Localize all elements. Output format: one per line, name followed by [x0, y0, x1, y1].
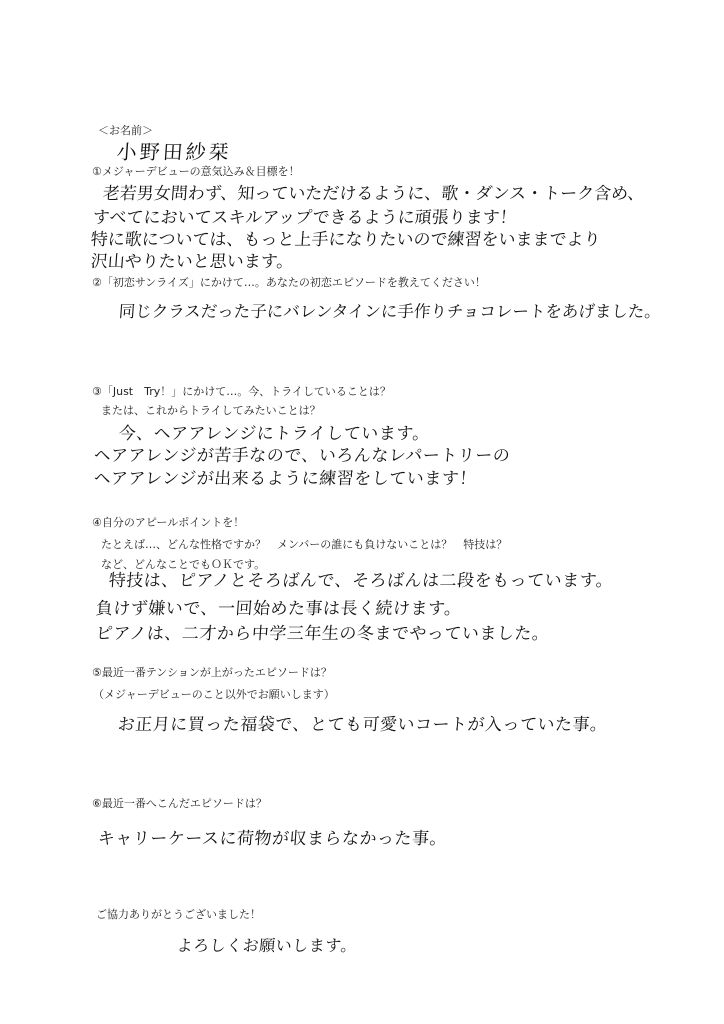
answer-4-line-1: 特技は、ピアノとそろばんで、そろばんは二段をもっています。	[108, 571, 614, 591]
question-6: ⑥最近一番へこんだエピソードは？	[92, 797, 267, 810]
answer-1-line-1: 老若男女問わず、知っていただけるように、歌・ダンス・トーク含め、	[102, 184, 646, 204]
answer-1-line-4: 沢山やりたいと思います。	[90, 252, 295, 272]
name-handwritten: 小野田紗栞	[115, 140, 233, 164]
closing-signoff: よろしくお願いします。	[176, 936, 358, 955]
answer-4-line-2: 負けず嫌いで、一回始めた事は長く続けます。	[95, 599, 463, 619]
closing-thanks: ご協力ありがとうございました！	[96, 908, 261, 921]
answer-5-line-1: お正月に買った福袋で、とても可愛いコートが入っていた事。	[117, 715, 609, 735]
answer-2-line-1: 同じクラスだった子にバレンタインに手作りチョコレートをあげました。	[118, 302, 662, 321]
question-3-line-1: ③「Just Try！」にかけて…。今、トライしていることは？	[92, 385, 391, 398]
answer-4-line-3: ピアノは、二才から中学三年生の冬までやっていました。	[95, 624, 551, 644]
question-3-line-2: または、これからトライしてみたいことは？	[101, 404, 321, 417]
answer-6-line-1: キャリーケースに荷物が収まらなかった事。	[97, 829, 448, 849]
name-label: ＜お名前＞	[98, 124, 153, 137]
answer-3-line-1: 今、ヘアアレンジにトライしています。	[118, 424, 431, 444]
question-4-line-1: ④自分のアピールポイントを！	[92, 516, 245, 529]
question-5-line-1: ⑤最近一番テンションが上がったエピソードは？	[92, 666, 332, 679]
question-5-line-2: （メジャーデビューのこと以外でお願いします）	[93, 688, 335, 701]
question-1: ①メジャーデビューの意気込み＆目標を！	[92, 165, 300, 178]
answer-1-line-2: すべてにおいてスキルアップできるように頑張ります！	[92, 208, 518, 228]
question-2: ②「初恋サンライズ」にかけて…。あなたの初恋エピソードを教えてください！	[92, 276, 486, 289]
answer-3-line-2: ヘアアレンジが苦手なので、いろんなレパートリーの	[93, 446, 511, 466]
question-4-line-3: など、どんなことでもＯＫです。	[101, 558, 266, 571]
answer-1-line-3: 特に歌については、もっと上手になりたいので練習をいままでより	[90, 230, 602, 250]
answer-3-line-3: ヘアアレンジが出来るように練習をしています！	[93, 469, 478, 489]
question-4-line-2: たとえば…、どんな性格ですか？ メンバーの誰にも負けないことは？ 特技は？	[101, 538, 508, 551]
